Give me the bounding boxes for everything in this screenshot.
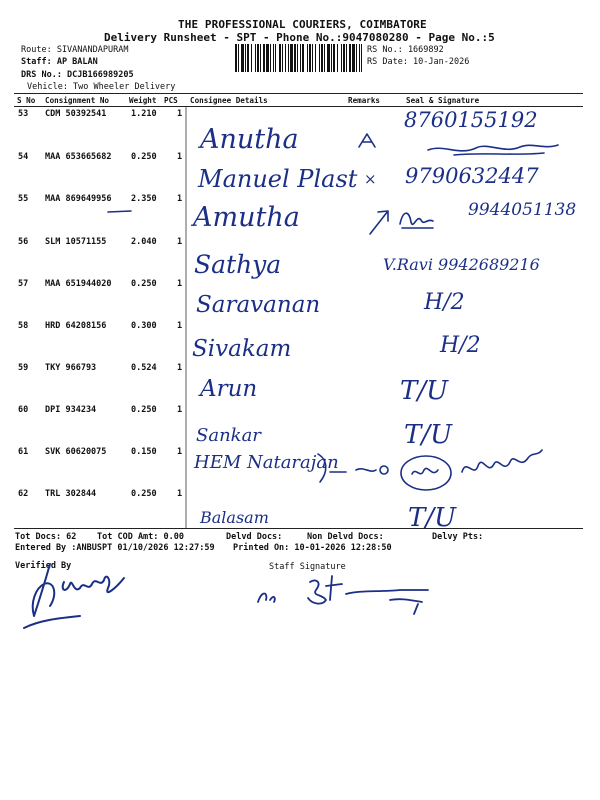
vehicle-label: Vehicle: Two Wheeler Delivery: [27, 82, 176, 92]
arrow-to-seal-icon: [314, 450, 394, 490]
handwritten-name: Arun: [200, 376, 258, 402]
col-sno: S No: [17, 96, 36, 105]
handwritten-remark: H/2: [424, 290, 465, 315]
row-pcs: 1: [177, 194, 183, 204]
handwritten-name: Amutha: [193, 202, 300, 233]
col-pcs: PCS: [164, 96, 178, 105]
tot-docs: Tot Docs: 62: [15, 532, 77, 542]
route-label: Route: SIVANANDAPURAM: [21, 45, 129, 55]
delvy-pts: Delvy Pts:: [432, 532, 484, 542]
handwritten-remark: T/U: [404, 420, 453, 450]
handwritten-phone: 9944051138: [468, 200, 577, 220]
row-weight: 0.250: [131, 405, 157, 415]
handwritten-name: Manuel Plast: [198, 165, 358, 193]
handwritten-name: Sivakam: [192, 336, 292, 362]
row-pcs: 1: [177, 279, 183, 289]
printed-on: Printed On: 10-01-2026 12:28:50: [233, 543, 392, 553]
staff-label: Staff: AP BALAN: [21, 57, 98, 67]
row-sno: 61: [18, 447, 29, 457]
handwritten-remark: H/2: [440, 333, 481, 358]
row-pcs: 1: [177, 109, 183, 119]
handwritten-remark: T/U: [408, 503, 457, 533]
row-weight: 1.210: [131, 109, 157, 119]
row-consignment: TRL 302844: [45, 489, 97, 499]
row-sno: 54: [18, 152, 29, 162]
row-sno: 56: [18, 237, 29, 247]
staff-signature-label: Staff Signature: [269, 562, 346, 572]
handwritten-name: HEM Natarajan: [194, 452, 339, 473]
row-weight: 0.250: [131, 489, 157, 499]
delvd-docs: Delvd Docs:: [226, 532, 283, 542]
col-weight: Weight: [129, 96, 157, 105]
row-sno: 58: [18, 321, 29, 331]
row-pcs: 1: [177, 489, 183, 499]
row-sno: 59: [18, 363, 29, 373]
row-consignment: DPI 934234: [45, 405, 97, 415]
row-consignment: CDM 50392541: [45, 109, 107, 119]
handwritten-name: Balasam: [200, 508, 269, 527]
staff-signature-icon: [250, 570, 450, 620]
handwritten-name: Saravanan: [196, 292, 321, 318]
row-sno: 53: [18, 109, 29, 119]
handwritten-name: Sathya: [194, 250, 282, 279]
row-pcs: 1: [177, 321, 183, 331]
row-consignment: MAA 651944020: [45, 279, 112, 289]
row-pcs: 1: [177, 405, 183, 415]
row-weight: 0.250: [131, 279, 157, 289]
row-weight: 2.350: [131, 194, 157, 204]
row-consignment: SVK 60620075: [45, 447, 107, 457]
row-pcs: 1: [177, 363, 183, 373]
col-remarks: Remarks: [348, 96, 381, 105]
row-consignment: MAA 653665682: [45, 152, 112, 162]
row-weight: 0.300: [131, 321, 157, 331]
row-weight: 0.524: [131, 363, 157, 373]
seal-circle-icon: [398, 452, 458, 494]
verified-signature-icon: [20, 558, 140, 638]
drs-number: DRS No.: DCJB166989205: [21, 70, 134, 80]
row-pcs: 1: [177, 237, 183, 247]
rs-number: RS No.: 1669892: [367, 45, 444, 55]
row-sno: 60: [18, 405, 29, 415]
row-consignment: SLM 10571155: [45, 237, 107, 247]
row-weight: 2.040: [131, 237, 157, 247]
tot-cod-amt: Tot COD Amt: 0.00: [97, 532, 184, 542]
row-consignment: TKY 966793: [45, 363, 97, 373]
row-sno: 55: [18, 194, 29, 204]
row-pcs: 1: [177, 152, 183, 162]
scribble-signature-icon: [424, 134, 564, 160]
handwritten-name: Sankar: [196, 425, 261, 446]
row-sno: 62: [18, 489, 29, 499]
scribble-signature-icon: [458, 444, 548, 484]
col-consignment: Consignment No: [45, 96, 110, 105]
company-title: THE PROFESSIONAL COURIERS, COIMBATORE: [178, 18, 427, 31]
handwritten-mark: ×: [364, 170, 377, 188]
rs-date: RS Date: 10-Jan-2026: [367, 57, 470, 67]
row-weight: 0.250: [131, 152, 157, 162]
col-seal-signature: Seal & Signature: [406, 96, 480, 105]
row-pcs: 1: [177, 447, 183, 457]
handwritten-phone: 8760155192: [404, 108, 538, 132]
row-consignment: MAA 869649956: [45, 194, 112, 204]
col-consignee: Consignee Details: [190, 96, 268, 105]
handwritten-phone: 9790632447: [405, 164, 539, 188]
row-sno: 57: [18, 279, 29, 289]
scribble-signature-icon: [397, 206, 437, 232]
handwritten-name: Anutha: [200, 124, 299, 155]
runsheet-subtitle: Delivery Runsheet - SPT - Phone No.:9047080280 - Page No.:5: [104, 31, 495, 44]
handwritten-remark: T/U: [400, 376, 449, 406]
row-consignment: HRD 64208156: [45, 321, 107, 331]
verified-by-label: Verified By: [15, 561, 72, 571]
non-delvd-docs: Non Delvd Docs:: [307, 532, 384, 542]
row-weight: 0.150: [131, 447, 157, 457]
handwritten-remark: V.Ravi 9942689216: [383, 255, 540, 274]
entered-by: Entered By :ANBUSPT 01/10/2026 12:27:59: [15, 543, 215, 553]
